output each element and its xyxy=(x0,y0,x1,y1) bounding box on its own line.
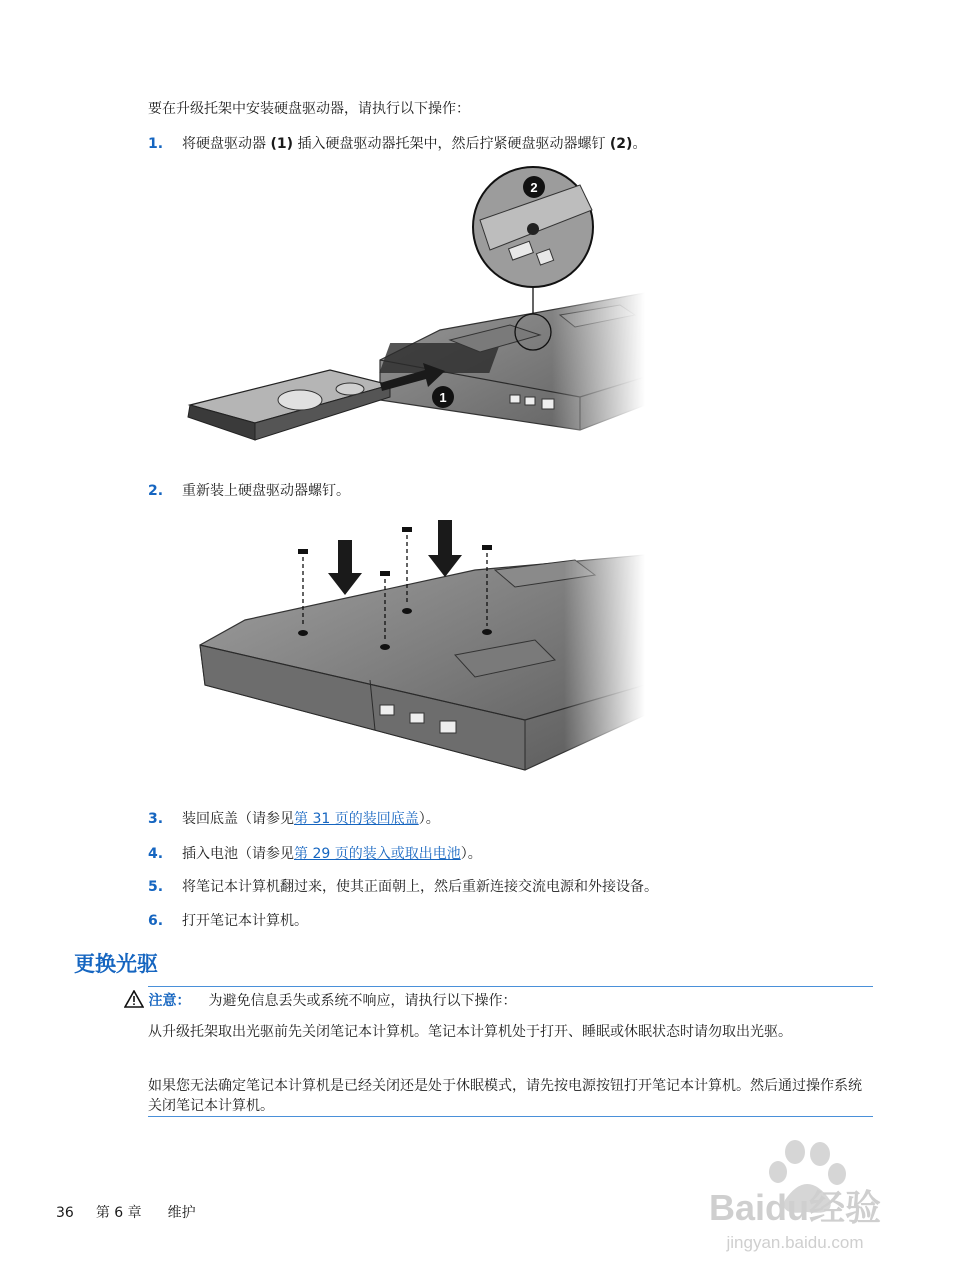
step-number: 6. xyxy=(148,913,164,929)
step-text: 重新装上硬盘驱动器螺钉。 xyxy=(182,483,350,499)
callout-ref: (1) xyxy=(270,136,293,152)
watermark-brand: Baidu经验 xyxy=(708,1187,882,1228)
watermark-url: jingyan.baidu.com xyxy=(726,1233,864,1252)
step-5 xyxy=(148,876,658,896)
callout-1-badge xyxy=(432,386,454,408)
caution-top-rule xyxy=(148,986,873,987)
figure-replace-screws xyxy=(195,515,645,780)
section-title: 更换光驱 xyxy=(74,952,158,976)
step-number: 5. xyxy=(148,879,164,895)
step-6 xyxy=(148,910,308,930)
caution-text: 为避免信息丢失或系统不响应，请执行以下操作： xyxy=(208,993,517,1009)
step-2 xyxy=(148,480,350,500)
caution-label: 注意： xyxy=(148,993,191,1009)
callout-2-badge xyxy=(523,176,545,198)
step-number: 2. xyxy=(148,483,164,499)
warning-triangle-icon xyxy=(124,990,144,1008)
step-number: 1. xyxy=(148,136,164,152)
caution-paragraph-1: 从升级托架取出光驱前先关闭笔记本计算机。笔记本计算机处于打开、睡眠或休眠状态时请勿取出光驱。 xyxy=(148,1024,792,1040)
caution-header xyxy=(124,990,516,1010)
baidu-jingyan-watermark xyxy=(675,1140,915,1260)
caution-bottom-rule xyxy=(148,1116,873,1117)
step-number: 3. xyxy=(148,811,164,827)
link-replace-bottom-cover[interactable]: 第 31 页的装回底盖 xyxy=(294,811,419,827)
callout-ref: (2) xyxy=(609,136,633,152)
step-text: 将笔记本计算机翻过来，使其正面朝上，然后重新连接交流电源和外接设备。 xyxy=(182,879,658,895)
page-number: 36 xyxy=(56,1205,74,1221)
figure-hdd-insert xyxy=(180,165,645,465)
step-number: 4. xyxy=(148,846,164,862)
caution-paragraph-2: 如果您无法确定笔记本计算机是已经关闭还是处于休眠模式，请先按电源按钮打开笔记本计算机。然后通过操作系统关闭笔记本计算机。 xyxy=(148,1078,862,1114)
link-insert-battery[interactable]: 第 29 页的装入或取出电池 xyxy=(294,846,461,862)
footer-chapter: 第 6 章 xyxy=(95,1205,142,1221)
callout-1-label: 1 xyxy=(439,390,447,405)
footer-title: 维护 xyxy=(167,1205,196,1221)
step-3: 3. 装回底盖（请参见第 31 页的装回底盖）。 xyxy=(148,811,440,827)
step-1: 1. 将硬盘驱动器 (1) 插入硬盘驱动器托架中，然后拧紧硬盘驱动器螺钉 (2)。 xyxy=(148,136,647,152)
step-text: 打开笔记本计算机。 xyxy=(182,913,308,929)
callout-2-label: 2 xyxy=(530,180,538,195)
step-4: 4. 插入电池（请参见第 29 页的装入或取出电池）。 xyxy=(148,846,482,862)
intro-text: 要在升级托架中安装硬盘驱动器，请执行以下操作： xyxy=(148,101,470,117)
page-footer xyxy=(56,1202,196,1222)
laptop-base-illustration xyxy=(195,545,645,780)
